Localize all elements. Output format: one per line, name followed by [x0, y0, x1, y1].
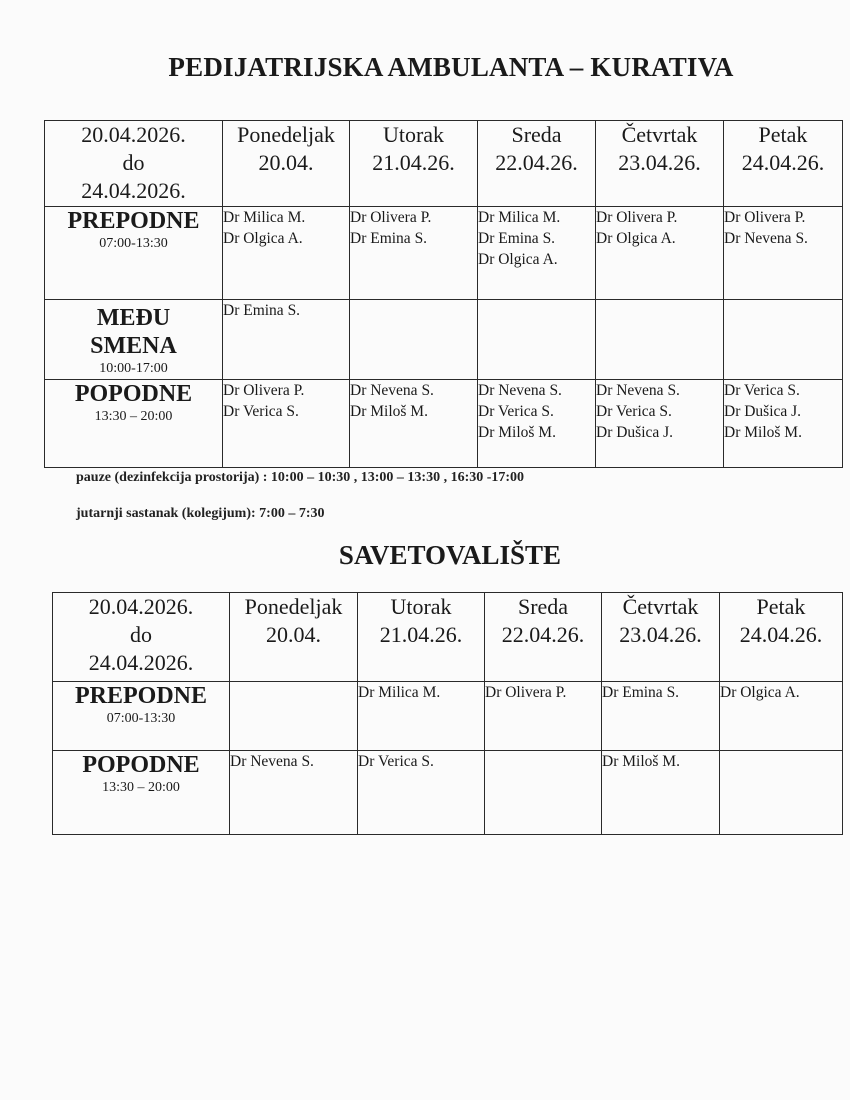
schedule-cell — [350, 207, 478, 300]
day-date: 20.04. — [258, 150, 314, 175]
doctor-name: Dr Verica S. — [358, 753, 434, 770]
schedule-cell — [602, 682, 720, 751]
shift-name: PREPODNE — [75, 683, 207, 709]
period-start: 20.04.2026. — [81, 122, 186, 147]
schedule-cell — [230, 751, 358, 835]
shift-label — [45, 300, 223, 380]
schedule-cell — [478, 207, 596, 300]
doctor-name: Dr Emina S. — [478, 230, 556, 247]
shift-time: 13:30 – 20:00 — [102, 780, 180, 795]
shift-row-popodne — [45, 380, 843, 468]
day-header-thursday — [596, 121, 724, 207]
day-name: Petak — [758, 122, 808, 147]
doctor-name: Dr Emina S. — [602, 684, 680, 701]
doctor-name: Dr Olivera P. — [724, 209, 806, 226]
shift-row-prepodne — [53, 682, 843, 751]
schedule-cell — [485, 682, 602, 751]
schedule-cell — [602, 751, 720, 835]
period-end: 24.04.2026. — [81, 178, 186, 203]
day-name: Utorak — [390, 594, 452, 619]
kurativa-title: PEDIJATRIJSKA AMBULANTA – KURATIVA — [168, 52, 734, 82]
schedule-cell — [596, 300, 724, 380]
schedule-cell — [358, 751, 485, 835]
day-header-wednesday — [478, 121, 596, 207]
day-date: 22.04.26. — [501, 622, 585, 647]
savetovaliste-schedule-table — [52, 592, 843, 835]
schedule-cell — [223, 380, 350, 468]
period-to: do — [130, 622, 152, 647]
kurativa-schedule-table — [44, 120, 843, 468]
day-date: 21.04.26. — [372, 150, 455, 175]
shift-time: 07:00-13:30 — [106, 711, 176, 726]
schedule-cell — [358, 682, 485, 751]
doctor-name: Dr Emina S. — [350, 230, 428, 247]
doctor-name: Dr Olivera P. — [223, 382, 305, 399]
day-name: Ponedeljak — [244, 594, 343, 619]
day-name: Četvrtak — [621, 122, 698, 147]
schedule-cell — [720, 751, 843, 835]
doctor-name: Dr Miloš M. — [350, 403, 428, 420]
period-cell — [45, 121, 223, 207]
shift-name: POPODNE — [74, 381, 193, 407]
day-header-friday — [724, 121, 843, 207]
schedule-cell — [478, 300, 596, 380]
day-header-tuesday — [358, 593, 485, 682]
doctor-name: Dr Nevena S. — [350, 382, 434, 399]
shift-label — [53, 751, 230, 835]
shift-time: 07:00-13:30 — [99, 236, 168, 251]
shift-label — [45, 380, 223, 468]
period-start: 20.04.2026. — [88, 594, 194, 619]
meeting-note: jutarnji sastanak (kolegijum): 7:00 – 7:30 — [76, 506, 325, 521]
doctor-name: Dr Olgica A. — [720, 684, 800, 701]
schedule-cell — [724, 300, 843, 380]
doctor-name: Dr Dušica J. — [596, 424, 674, 441]
shift-name: MEĐU — [96, 305, 171, 331]
doctor-name: Dr Olivera P. — [596, 209, 678, 226]
day-header-thursday — [602, 593, 720, 682]
schedule-cell — [720, 682, 843, 751]
schedule-cell — [478, 380, 596, 468]
shift-time: 10:00-17:00 — [99, 361, 168, 376]
doctor-name: Dr Milica M. — [478, 209, 561, 226]
day-date: 22.04.26. — [495, 150, 578, 175]
schedule-cell — [724, 380, 843, 468]
day-date: 21.04.26. — [379, 622, 463, 647]
schedule-cell — [596, 207, 724, 300]
doctor-name: Dr Verica S. — [724, 382, 800, 399]
doctor-name: Dr Verica S. — [596, 403, 672, 420]
doctor-name: Dr Miloš M. — [724, 424, 802, 441]
shift-name: PREPODNE — [67, 208, 200, 234]
period-end: 24.04.2026. — [88, 650, 194, 675]
doctor-name: Dr Olivera P. — [350, 209, 432, 226]
day-date: 24.04.26. — [739, 622, 823, 647]
schedule-cell — [485, 751, 602, 835]
schedule-cell — [350, 300, 478, 380]
savetovaliste-title: SAVETOVALIŠTE — [338, 540, 562, 570]
doctor-name: Dr Verica S. — [478, 403, 554, 420]
schedule-cell — [223, 300, 350, 380]
doctor-name: Dr Nevena S. — [724, 230, 808, 247]
doctor-name: Dr Dušica J. — [724, 403, 802, 420]
shift-row-medju-smena — [45, 300, 843, 380]
day-date: 20.04. — [266, 622, 321, 647]
doctor-name: Dr Olivera P. — [485, 684, 567, 701]
day-name: Četvrtak — [622, 594, 699, 619]
doctor-name: Dr Nevena S. — [596, 382, 680, 399]
shift-time: 13:30 – 20:00 — [94, 409, 173, 424]
day-date: 23.04.26. — [618, 150, 701, 175]
header-row — [53, 593, 843, 682]
day-header-friday — [720, 593, 843, 682]
schedule-cell — [350, 380, 478, 468]
day-name: Ponedeljak — [237, 122, 335, 147]
schedule-cell — [230, 682, 358, 751]
doctor-name: Dr Olgica A. — [596, 230, 676, 247]
day-header-monday — [230, 593, 358, 682]
shift-name: POPODNE — [82, 752, 200, 778]
pause-note: pauze (dezinfekcija prostorija) : 10:00 – 10:30 , 13:00 – 13:30 , 16:30 -17:00 — [76, 470, 525, 485]
day-date: 24.04.26. — [741, 150, 825, 175]
header-row — [45, 121, 843, 207]
doctor-name: Dr Milica M. — [358, 684, 441, 701]
doctor-name: Dr Miloš M. — [478, 424, 556, 441]
day-header-wednesday — [485, 593, 602, 682]
shift-name: SMENA — [90, 333, 177, 359]
shift-row-popodne — [53, 751, 843, 835]
doctor-name: Dr Olgica A. — [478, 251, 558, 268]
day-name: Sreda — [517, 594, 569, 619]
doctor-name: Dr Olgica A. — [223, 230, 303, 247]
schedule-cell — [724, 207, 843, 300]
shift-row-prepodne — [45, 207, 843, 300]
doctor-name: Dr Milica M. — [223, 209, 306, 226]
doctor-name: Dr Verica S. — [223, 403, 299, 420]
doctor-name: Dr Emina S. — [223, 302, 301, 319]
doctor-name: Dr Nevena S. — [478, 382, 562, 399]
schedule-cell — [596, 380, 724, 468]
day-name: Sreda — [511, 122, 562, 147]
day-header-tuesday — [350, 121, 478, 207]
day-name: Petak — [756, 594, 806, 619]
doctor-name: Dr Miloš M. — [602, 753, 680, 770]
period-to: do — [122, 150, 145, 175]
period-cell — [53, 593, 230, 682]
doctor-name: Dr Nevena S. — [230, 753, 314, 770]
shift-label — [45, 207, 223, 300]
day-header-monday — [223, 121, 350, 207]
schedule-cell — [223, 207, 350, 300]
day-date: 23.04.26. — [619, 622, 702, 647]
day-name: Utorak — [382, 122, 445, 147]
shift-label — [53, 682, 230, 751]
